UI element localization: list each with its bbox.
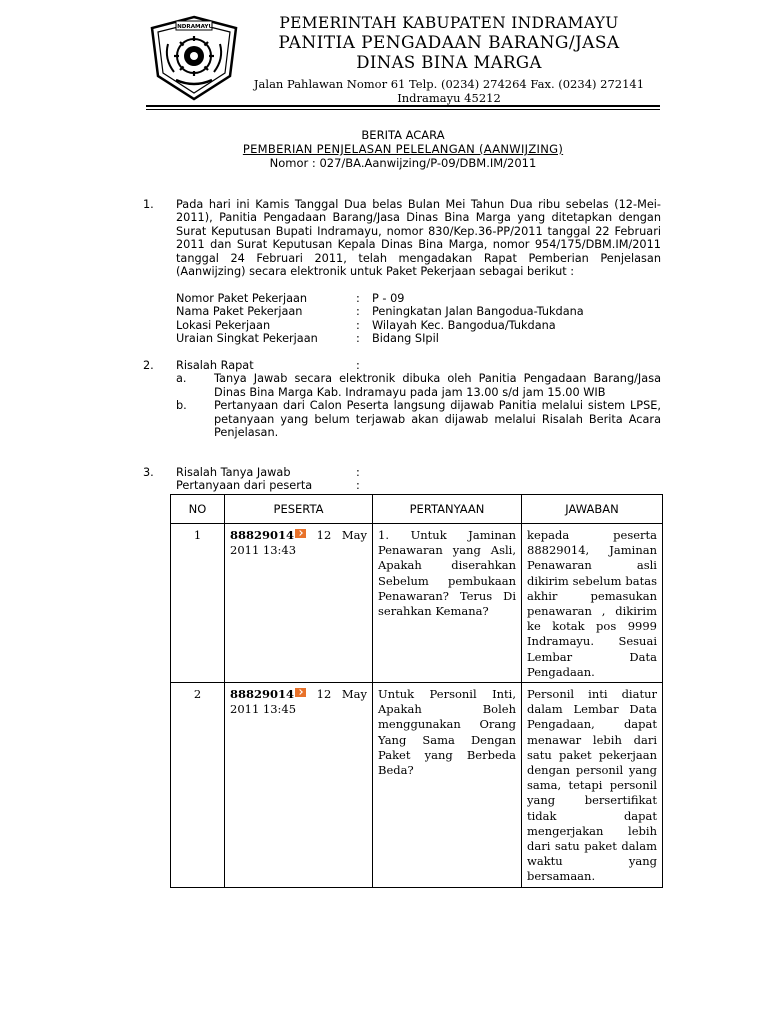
section-2-heading-row — [176, 359, 661, 372]
field-colon: : — [356, 318, 360, 332]
header-pertanyaan: PERTANYAAN — [373, 495, 522, 524]
questions-label: Pertanyaan dari peserta — [176, 479, 313, 493]
participant-id-link[interactable]: 88829014 — [230, 687, 295, 702]
answer-cell: Personil inti diatur dalam Lembar Data Pengadaan, dapat menawar lebih dari satu paket pekerjaan dengan personil yang sama, tetapi personil yang bersertifikat tidak dapat mengerjakan lebih dari satu paket dalam waktu yang bersamaan. — [522, 683, 663, 888]
government-name: PEMERINTAH KABUPATEN INDRAMAYU — [279, 14, 619, 32]
field-colon: : — [356, 305, 360, 319]
row-number: 1 — [171, 524, 225, 683]
external-link-icon[interactable] — [295, 529, 306, 538]
regency-emblem-logo — [146, 14, 242, 102]
address-line: Jalan Pahlawan Nomor 61 Telp. (0234) 274264 Fax. (0234) 272141 — [253, 77, 645, 91]
item-letter: b. — [176, 399, 187, 413]
section-2-colon: : — [356, 359, 360, 372]
letterhead — [250, 14, 648, 105]
section-3-heading — [176, 466, 661, 493]
package-number-row — [176, 292, 661, 305]
committee-name: PANITIA PENGADAAN BARANG/JASA — [278, 33, 620, 53]
participant-id-link[interactable]: 88829014 — [230, 528, 295, 542]
questions-colon: : — [356, 479, 360, 493]
section-3-number: 3. — [143, 466, 154, 479]
document-number: Nomor : 027/BA.Aanwijzing/P-09/DBM.IM/2011 — [269, 156, 537, 170]
section-1-paragraph: Pada hari ini Kamis Tanggal Dua belas Bulan Mei Tahun Dua ribu sebelas (12-Mei-2011), Panitia Pengadaan Barang/Jasa Dinas Bina Marga yang ditetapkan dengan Surat Keputusan Bupati Indramayu, nomor 830/Kep.36-PP/2011 tanggal 22 Februari 2011 dan Surat Keputusan Kepala Dinas Bina Marga, nomor 954/175/DBM.IM/2011 tanggal 24 Februari 2011, telah mengadakan Rapat Pemberian Penjelasan (Aanwijzing) secara elektronik untuk Paket Pekerjaan sebagai berikut : — [176, 198, 661, 279]
field-value: P - 09 — [372, 292, 405, 305]
section-1-number: 1. — [143, 198, 154, 211]
participant-cell — [225, 524, 373, 683]
header-jawaban: JAWABAN — [522, 495, 663, 524]
package-description-row — [176, 332, 661, 345]
header-no: NO — [171, 495, 225, 524]
list-item — [176, 372, 661, 399]
qa-label-row — [176, 466, 661, 479]
section-2-label: Risalah Rapat — [176, 359, 254, 372]
list-item — [176, 399, 661, 439]
field-value: Bidang SIpil — [372, 332, 439, 346]
package-name-row — [176, 305, 661, 318]
qa-colon: : — [356, 466, 360, 479]
item-text: Tanya Jawab secara elektronik dibuka oleh Panitia Pengadaan Barang/Jasa Dinas Bina Marga Kab. Indramayu pada jam 13.00 s/d jam 15.00 WIB — [214, 372, 661, 399]
field-value: Wilayah Kec. Bangodua/Tukdana — [372, 318, 556, 332]
item-letter: a. — [176, 372, 187, 386]
qa-label: Risalah Tanya Jawab — [176, 466, 291, 479]
qa-table — [170, 494, 663, 888]
meeting-minutes-list — [176, 372, 661, 439]
item-text: Pertanyaan dari Calon Peserta langsung dijawab Panitia melalui sistem LPSE, petanyaan yang belum terjawab akan dijawab melalui Risalah Berita Acara Penjelasan. — [214, 399, 661, 440]
logo-text: INDRAMAYU — [175, 24, 213, 31]
package-location-row — [176, 319, 661, 332]
title-berita-acara: BERITA ACARA — [361, 128, 445, 142]
questions-label-row — [176, 479, 661, 492]
field-value: Peningkatan Jalan Bangodua-Tukdana — [372, 305, 584, 319]
document-title — [146, 128, 660, 170]
field-colon: : — [356, 292, 360, 305]
submission-date: 12 May 2011 13:45 — [230, 687, 367, 717]
table-row — [171, 524, 663, 683]
header-rule-thin — [146, 109, 660, 110]
title-subject: PEMBERIAN PENJELASAN PELELANGAN (AANWIJZING) — [242, 142, 564, 156]
package-details — [176, 292, 661, 346]
field-colon: : — [356, 332, 360, 346]
table-header-row — [171, 495, 663, 524]
header-peserta: PESERTA — [225, 495, 373, 524]
question-cell: Untuk Personil Inti, Apakah Boleh menggunakan Orang Yang Sama Dengan Paket yang Berbeda Beda? — [373, 683, 522, 888]
field-label: Nomor Paket Pekerjaan — [176, 292, 308, 305]
field-label: Uraian Singkat Pekerjaan — [176, 332, 318, 346]
field-label: Lokasi Pekerjaan — [176, 318, 271, 332]
external-link-icon[interactable] — [295, 688, 306, 697]
city-line: Indramayu 45212 — [397, 91, 501, 105]
section-2-heading — [176, 359, 661, 372]
answer-cell: kepada peserta 88829014, Jaminan Penawaran asli dikirim sebelum batas akhir pemasukan penawaran , dikirim ke kotak pos 9999 Indramayu. Sesuai Lembar Data Pengadaan. — [522, 524, 663, 683]
header-rule-thick — [146, 105, 660, 107]
submission-date: 12 May 2011 13:43 — [230, 528, 367, 558]
question-cell: 1. Untuk Jaminan Penawaran yang Asli, Apakah diserahkan Sebelum pembukaan Penawaran? Terus Di serahkan Kemana? — [373, 524, 522, 683]
field-label: Nama Paket Pekerjaan — [176, 305, 303, 319]
table-row — [171, 683, 663, 888]
participant-cell — [225, 683, 373, 888]
section-2-number: 2. — [143, 359, 154, 372]
department-name: DINAS BINA MARGA — [356, 53, 542, 72]
row-number: 2 — [171, 683, 225, 888]
